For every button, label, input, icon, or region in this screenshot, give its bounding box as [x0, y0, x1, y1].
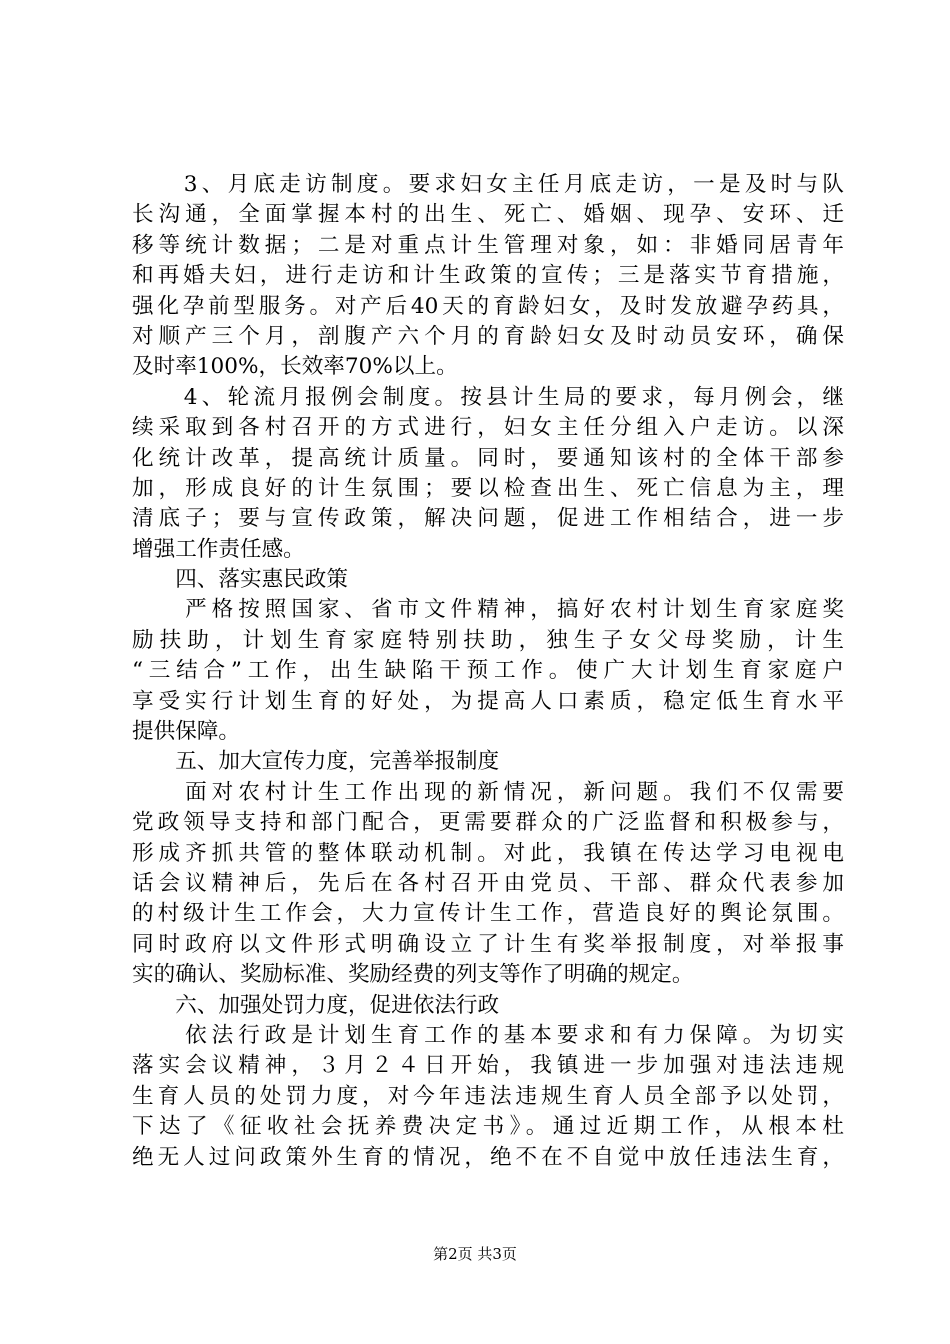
text-line: 的村级计生工作会，大力宣传计生工作，营造良好的舆论氛围。 [132, 901, 844, 927]
text-line: 党政领导支持和部门配合，更需要群众的广泛监督和积极参与， [132, 810, 844, 836]
text-line: 续采取到各村召开的方式进行，妇女主任分组入户走访。以深 [132, 415, 844, 441]
page-footer: 第2页 共3页 [433, 1245, 517, 1263]
text-line: 化统计改革，提高统计质量。同时，要通知该村的全体干部参 [132, 445, 844, 471]
text-line: 强化孕前型服务。对产后40天的育龄妇女，及时发放避孕药具， [132, 293, 844, 319]
text-line: “三结合”工作，出生缺陷干预工作。使广大计划生育家庭户 [132, 658, 844, 684]
document-body [132, 170, 844, 1173]
text-line: 清底子；要与宣传政策，解决问题，促进工作相结合，进一步 [132, 506, 844, 532]
text-line: 加，形成良好的计生氛围；要以检查出生、死亡信息为主，理 [132, 475, 844, 501]
text-line: 面对农村计生工作出现的新情况，新问题。我们不仅需要 [132, 779, 844, 805]
text-line: 实的确认、奖励标准、奖励经费的列支等作了明确的规定。 [132, 962, 694, 988]
text-line: 五、加大宣传力度，完善举报制度 [132, 749, 500, 775]
text-line: 长沟通，全面掌握本村的出生、死亡、婚姻、现孕、安环、迁 [132, 202, 844, 228]
text-line: 及时率100%，长效率70%以上。 [132, 354, 458, 380]
text-line: 绝无人过问政策外生育的情况，绝不在不自觉中放任违法生育， [132, 1144, 844, 1170]
text-line: 4、轮流月报例会制度。按县计生局的要求，每月例会，继 [132, 384, 844, 410]
text-line: 形成齐抓共管的整体联动机制。对此，我镇在传达学习电视电 [132, 840, 844, 866]
text-line: 落实会议精神，３月２４日开始，我镇进一步加强对违法违规 [132, 1053, 844, 1079]
text-line: 3、月底走访制度。要求妇女主任月底走访，一是及时与队 [132, 172, 844, 197]
text-line: 提供保障。 [132, 719, 240, 745]
text-line: 移等统计数据；二是对重点计生管理对象，如：非婚同居青年 [132, 232, 844, 258]
text-line: 励扶助，计划生育家庭特别扶助，独生子女父母奖励，计生 [132, 627, 844, 653]
text-line: 话会议精神后，先后在各村召开由党员、干部、群众代表参加 [132, 870, 844, 896]
text-line: 六、加强处罚力度，促进依法行政 [132, 992, 500, 1018]
text-line: 下达了《征收社会抚养费决定书》。通过近期工作，从根本杜 [132, 1114, 844, 1140]
text-line: 对顺产三个月，剖腹产六个月的育龄妇女及时动员安环，确保 [132, 323, 844, 349]
text-line: 增强工作责任感。 [132, 536, 305, 562]
text-line: 四、落实惠民政策 [132, 567, 348, 593]
text-line: 和再婚夫妇，进行走访和计生政策的宣传；三是落实节育措施， [132, 263, 844, 289]
text-line: 依法行政是计划生育工作的基本要求和有力保障。为切实 [132, 1022, 844, 1048]
text-line: 生育人员的处罚力度，对今年违法违规生育人员全部予以处罚， [132, 1083, 844, 1109]
text-line: 享受实行计划生育的好处，为提高人口素质，稳定低生育水平 [132, 688, 844, 714]
text-line: 严格按照国家、省市文件精神，搞好农村计划生育家庭奖 [132, 597, 844, 623]
text-line: 同时政府以文件形式明确设立了计生有奖举报制度，对举报事 [132, 931, 844, 957]
